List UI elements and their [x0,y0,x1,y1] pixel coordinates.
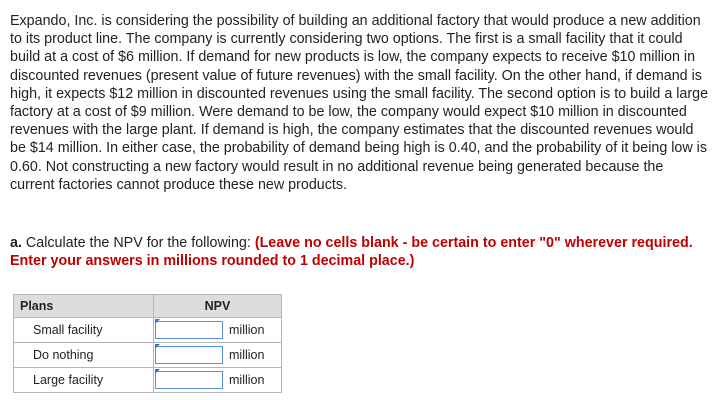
unit-label: million [226,343,282,368]
question-prompt: Calculate the NPV for the following: [25,235,251,251]
plan-label: Do nothing [14,343,154,368]
question-a [10,234,710,270]
plan-label: Small facility [14,318,154,343]
do-nothing-npv-input[interactable] [155,346,223,364]
large-facility-npv-input[interactable] [155,371,223,389]
small-facility-npv-input[interactable] [155,321,223,339]
table-row-small-facility [14,318,282,343]
table-row-do-nothing [14,343,282,368]
npv-input-cell [154,368,227,393]
npv-input-cell [154,318,227,343]
plans-column-header: Plans [14,295,154,318]
npv-table [13,294,282,393]
question-part-label: a. [10,235,22,251]
problem-statement: Expando, Inc. is considering the possibility of building an additional factory that would produce a new addition to its product line. The company is currently considering two options. The first is a small facility that it could build at a cost of $6 million. If demand for new products is low, the company expects to receive $10 million in discounted revenues (present value of future revenues) with the small facility. On the other hand, if demand is high, it expects $12 million in discounted revenues using the small facility. The second option is to build a large factory at a cost of $9 million. Were demand to be low, the company would expect $10 million in discounted revenues with the large plant. If demand is high, the company estimates that the discounted revenues would be $14 million. In either case, the probability of demand being high is 0.40, and the probability of it being low is 0.60. Not constructing a new factory would result in no additional revenue being generated because the current factories cannot produce these new products. [10,13,709,193]
unit-label: million [226,318,282,343]
input-corner-marker [155,319,160,324]
npv-column-header: NPV [154,295,282,318]
input-corner-marker [155,344,160,349]
input-corner-marker [155,369,160,374]
unit-label: million [226,368,282,393]
table-header-row [14,295,282,318]
plan-label: Large facility [14,368,154,393]
question-instruction: (Leave no cells blank - be certain to enter "0" wherever required. Enter your answers in millions rounded to 1 decimal place.) [10,235,693,270]
npv-input-cell [154,343,227,368]
table-row-large-facility [14,368,282,393]
